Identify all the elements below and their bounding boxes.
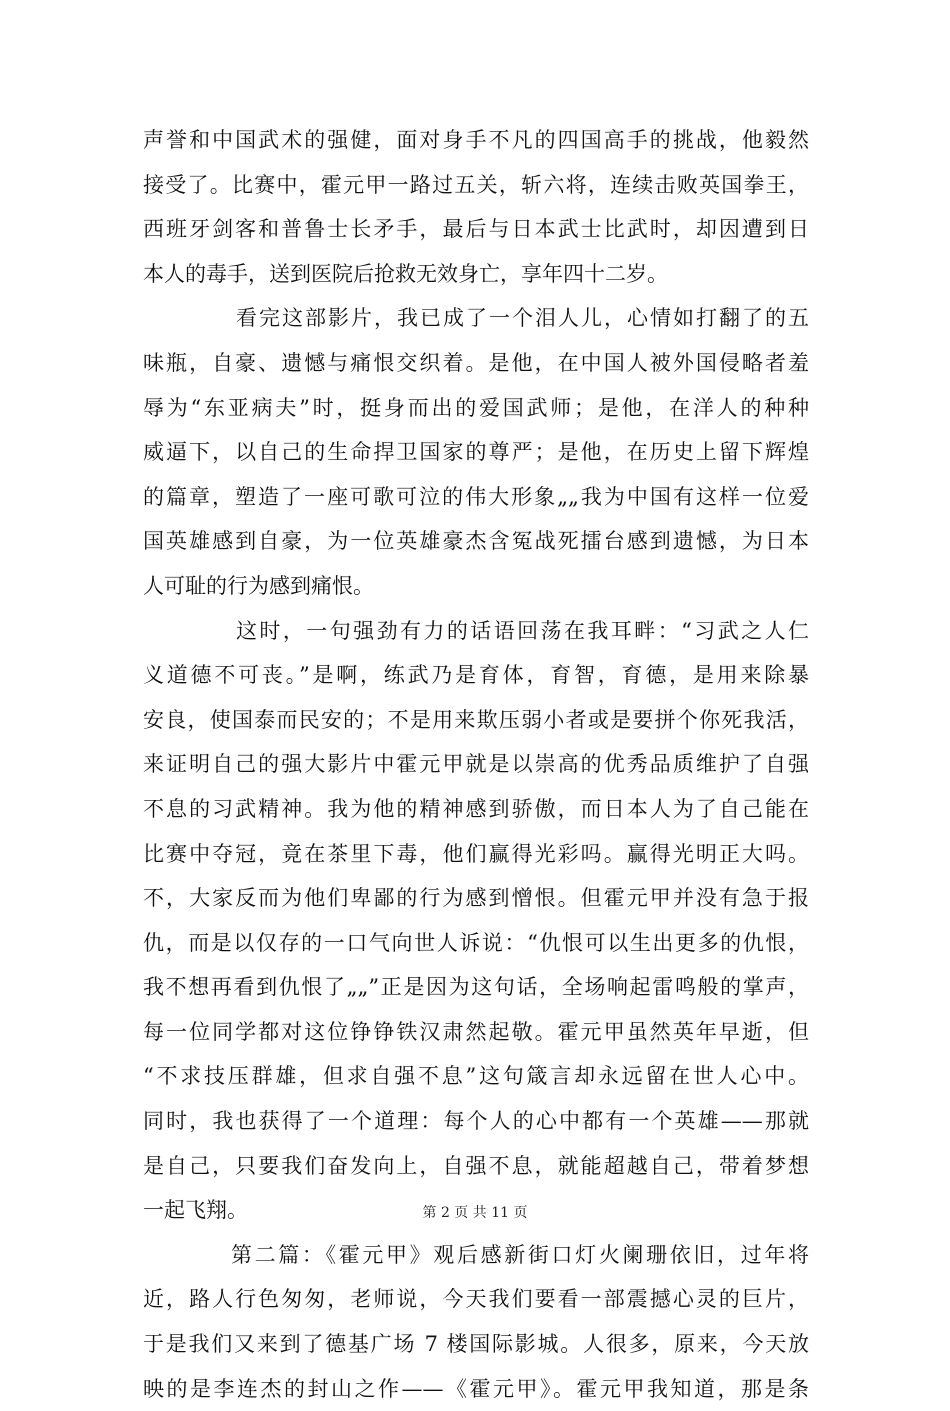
page-footer: 第 2 页 共 11 页 (422, 1205, 528, 1221)
text-line: 来证明自己的强大影片中霍元甲就是以崇高的优秀品质维护了自强 (143, 752, 809, 777)
text-line: 一起飞翔。 (143, 1198, 248, 1223)
text-line: 同时，我也获得了一个道理：每个人的心中都有一个英雄——那就 (143, 1109, 809, 1134)
text-line: 安良，使国泰而民安的；不是用来欺压弱小者或是要拼个你死我活， (143, 707, 809, 732)
text-line: 第二篇：《霍元甲》观后感新街口灯火阑珊依旧，过年将 (231, 1242, 809, 1267)
text-line: 看完这部影片，我已成了一个泪人儿，心情如打翻了的五 (236, 306, 809, 331)
text-line: 不，大家反而为他们卑鄙的行为感到憎恨。但霍元甲并没有急于报 (143, 886, 809, 911)
text-line: 不息的习武精神。我为他的精神感到骄傲，而日本人为了自己能在 (143, 796, 809, 821)
text-line: 本人的毒手，送到医院后抢救无效身亡，享年四十二岁。 (143, 261, 668, 286)
text-line: 义道德不可丧。”是啊，练武乃是育体，育智，育德，是用来除暴 (143, 663, 809, 688)
text-line: 于是我们又来到了德基广场 7 楼国际影城。人很多，原来，今天放 (143, 1332, 809, 1357)
text-line: 比赛中夺冠，竟在茶里下毒，他们赢得光彩吗。赢得光明正大吗。 (143, 841, 809, 866)
text-line: “不求技压群雄，但求自强不息”这句箴言却永远留在世人心中。 (143, 1064, 809, 1089)
text-line: 辱为“东亚病夫”时，挺身而出的爱国武师；是他，在洋人的种种 (143, 395, 809, 420)
text-line: 映的是李连杰的封山之作——《霍元甲》。霍元甲我知道，那是条 (143, 1376, 809, 1401)
text-line: 我不想再看到仇恨了„„”正是因为这句话，全场响起雷鸣般的掌声， (143, 975, 809, 1000)
text-line: 近，路人行色匆匆，老师说，今天我们要看一部震撼心灵的巨片， (143, 1287, 809, 1312)
text-line: 国英雄感到自豪，为一位英雄豪杰含冤战死擂台感到遗憾，为日本 (143, 529, 809, 554)
text-line: 声誉和中国武术的强健，面对身手不凡的四国高手的挑战，他毅然 (143, 128, 809, 152)
text-line: 人可耻的行为感到痛恨。 (143, 573, 374, 598)
text-line: 接受了。比赛中，霍元甲一路过五关，斩六将，连续击败英国拳王， (143, 172, 809, 197)
text-line: 仇，而是以仅存的一口气向世人诉说：“仇恨可以生出更多的仇恨， (143, 930, 809, 955)
text-line: 威逼下，以自己的生命捍卫国家的尊严；是他，在历史上留下辉煌 (143, 440, 809, 465)
text-line: 的篇章，塑造了一座可歌可泣的伟大形象„„我为中国有这样一位爱 (143, 484, 809, 509)
text-line: 西班牙剑客和普鲁士长矛手，最后与日本武士比武时，却因遭到日 (143, 217, 809, 242)
text-line: 是自己，只要我们奋发向上，自强不息，就能超越自己，带着梦想 (143, 1153, 809, 1178)
text-line: 每一位同学都对这位铮铮铁汉肃然起敬。霍元甲虽然英年早逝，但 (143, 1019, 809, 1044)
text-line: 这时，一句强劲有力的话语回荡在我耳畔：“习武之人仁 (236, 618, 809, 643)
text-line: 味瓶，自豪、遗憾与痛恨交织着。是他，在中国人被外国侵略者羞 (143, 350, 809, 375)
